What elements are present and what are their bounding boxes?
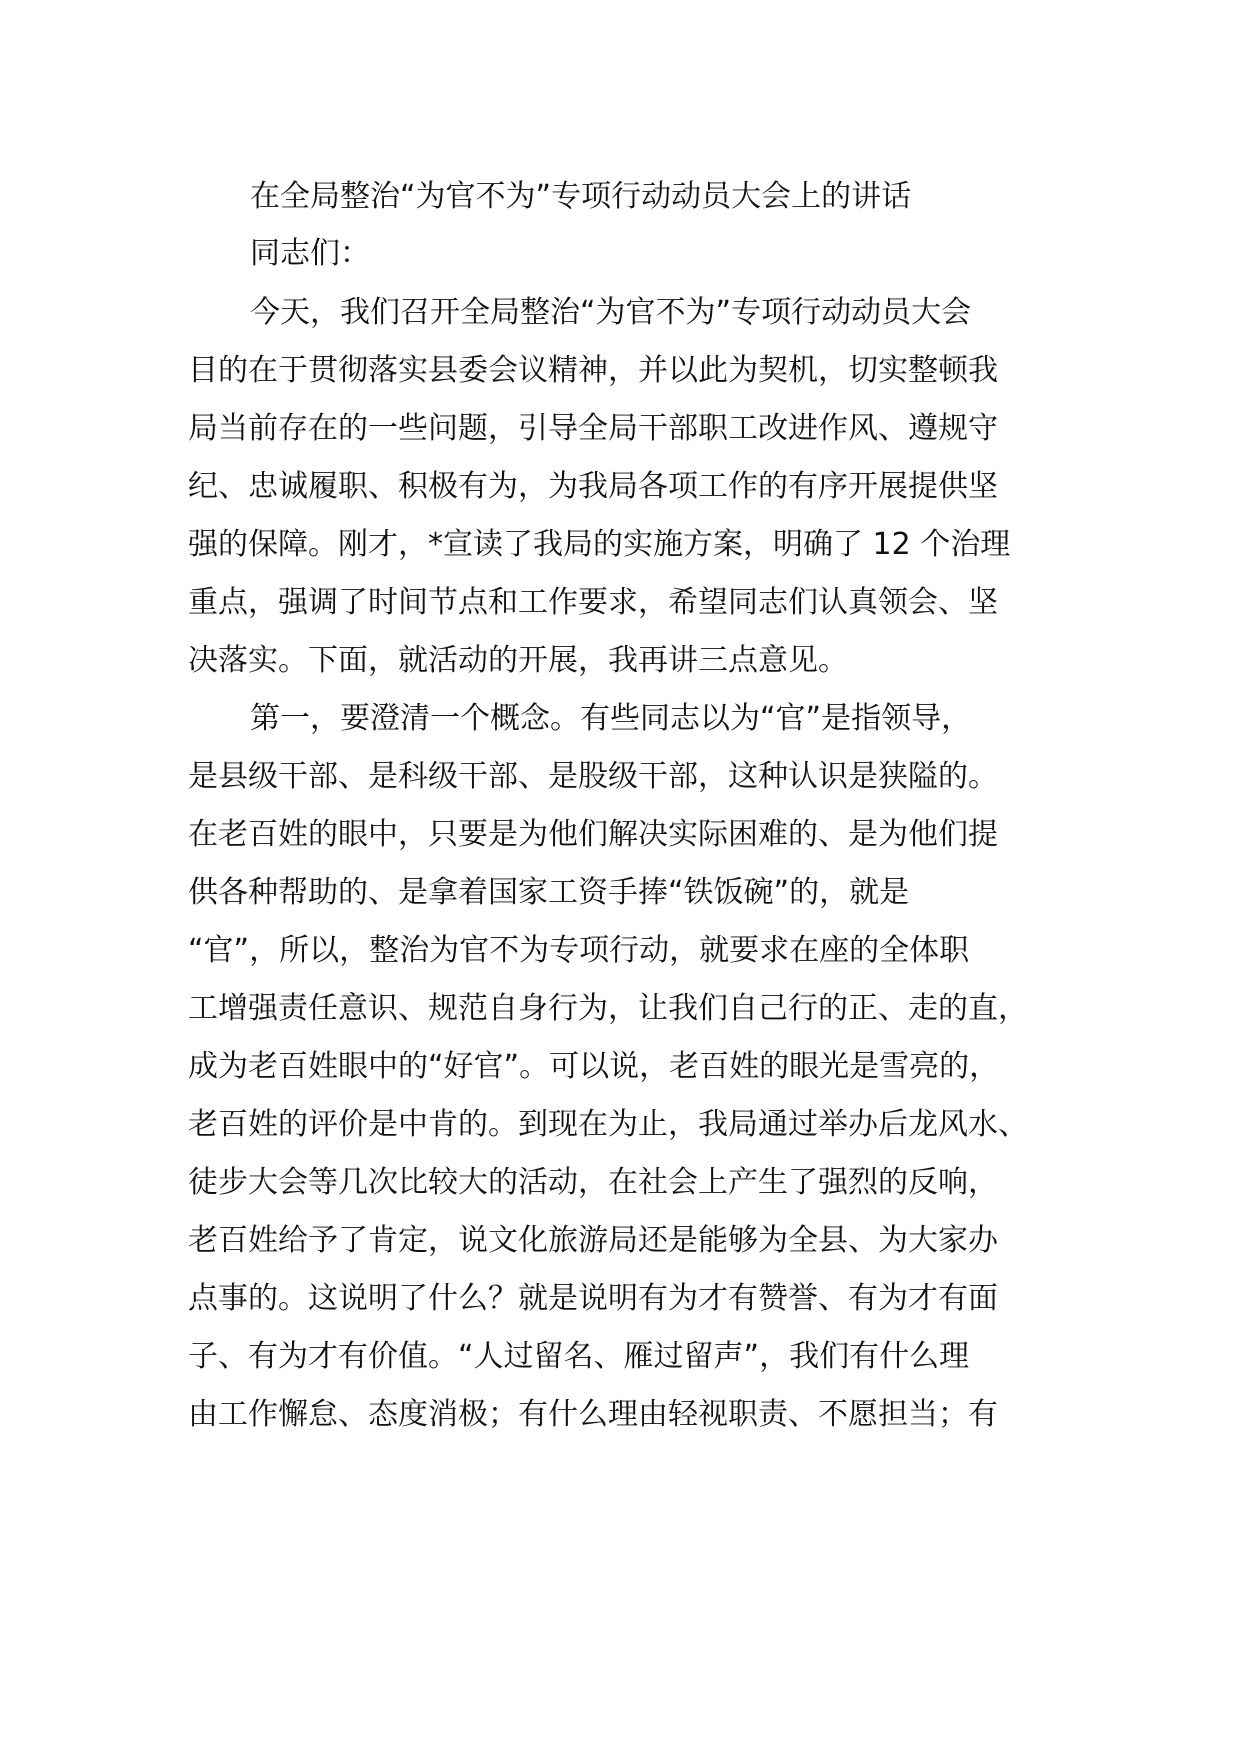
body-line: “官”，所以，整治为官不为专项行动，就要求在座的全体职 [188,933,970,968]
body-line: 纪、忠诚履职、积极有为，为我局各项工作的有序开展提供坚 [188,469,998,504]
body-line: 在老百姓的眼中，只要是为他们解决实际困难的、是为他们提 [188,817,998,852]
document-title: 在全局整治“为官不为”专项行动动员大会上的讲话 [250,179,912,214]
body-line: 子、有为才有价值。“人过留名、雁过留声”，我们有什么理 [188,1339,970,1374]
body-line: 强的保障。刚才，*宣读了我局的实施方案，明确了 12 个治理 [188,527,1011,562]
body-line: 第一，要澄清一个概念。有些同志以为“官”是指领导， [250,701,972,736]
body-line: 局当前存在的一些问题，引导全局干部职工改进作风、遵规守 [188,411,998,446]
body-line: 今天，我们召开全局整治“为官不为”专项行动动员大会 [250,295,972,330]
body-line: 工增强责任意识、规范自身行为，让我们自己行的正、走的直， [188,991,1028,1026]
body-line: 是县级干部、是科级干部、是股级干部，这种认识是狭隘的。 [188,759,998,794]
body-line: 重点，强调了时间节点和工作要求，希望同志们认真领会、坚 [188,585,998,620]
body-line: 老百姓的评价是中肯的。到现在为止，我局通过举办后龙风水、 [188,1107,1028,1142]
salutation: 同志们： [250,236,370,271]
body-line: 徒步大会等几次比较大的活动，在社会上产生了强烈的反响， [188,1165,998,1200]
body-line: 供各种帮助的、是拿着国家工资手捧“铁饭碗”的，就是 [188,875,910,910]
body-line: 目的在于贯彻落实县委会议精神，并以此为契机，切实整顿我 [188,353,998,388]
body-line: 老百姓给予了肯定，说文化旅游局还是能够为全县、为大家办 [188,1223,998,1258]
body-line: 成为老百姓眼中的“好官”。可以说，老百姓的眼光是雪亮的， [188,1049,1000,1084]
body-line: 决落实。下面，就活动的开展，我再讲三点意见。 [188,643,848,678]
body-line: 由工作懈怠、态度消极；有什么理由轻视职责、不愿担当；有 [188,1397,998,1432]
body-line: 点事的。这说明了什么？就是说明有为才有赞誉、有为才有面 [188,1281,998,1316]
